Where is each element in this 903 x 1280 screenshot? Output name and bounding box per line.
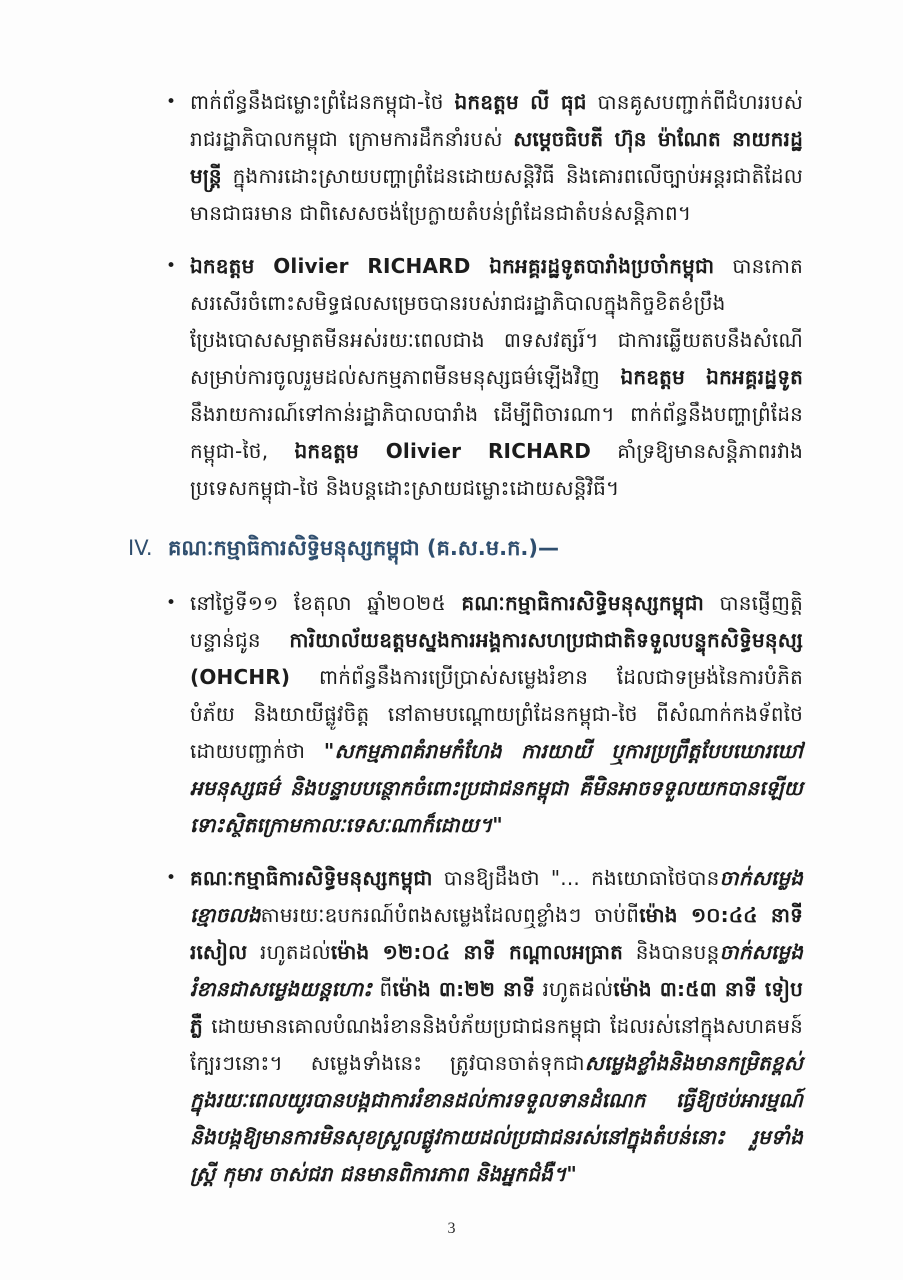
bullet-marker: • (166, 92, 177, 112)
top-bullet-list (128, 84, 803, 507)
bullet-item-ohchr-petition (128, 585, 803, 844)
section-numeral: IV. (128, 536, 153, 560)
bullet-item-french-ambassador (128, 248, 803, 507)
page-number: 3 (447, 1220, 456, 1237)
bullet-item-sound-harassment (128, 860, 803, 1193)
bullet-item-border-dispute (128, 84, 803, 232)
bullet-text: ពាក់ព័ន្ធនឹងជម្លោះព្រំដែនកម្ពុជា-ថៃ ឯកឧត្តម លី ធុជ បានគូសបញ្ជាក់ពីជំហររបស់រាជរដ្ឋាភិបាលកម្ពុជា ក្រោមការដឹកនាំរបស់ សម្ដេចធិបតី ហ៊ុន ម៉ាណែត នាយករដ្ឋមន្ត្រី ក្នុងការដោះស្រាយបញ្ហាព្រំដែនដោយសន្តិវិធី និងគោរពលើច្បាប់អន្តរជាតិដែលមានជាធរមាន ជាពិសេសចង់ប្រែក្លាយតំបន់ព្រំដែនជាតំបន់សន្តិភាព។ (190, 90, 803, 225)
bullet-marker: • (166, 593, 177, 613)
bullet-text: នៅថ្ងៃទី១១ ខែតុលា ឆ្នាំ២០២៥ គណៈកម្មាធិការសិទ្ធិមនុស្សកម្ពុជា បានផ្ញើញត្តិបន្ទាន់ជូន ការិយាល័យឧត្តមស្នងការអង្គការសហប្រជាជាតិទទួលបន្ទុកសិទ្ធិមនុស្ស (OHCHR) ពាក់ព័ន្ធនឹងការប្រើប្រាស់សម្លេងរំខាន ដែលជាទម្រង់នៃការបំភិតបំភ័យ និងយាយីផ្លូវចិត្ត នៅតាមបណ្ដោយព្រំដែនកម្ពុជា-ថៃ ពីសំណាក់កងទ័ពថៃ ដោយបញ្ជាក់ថា "សកម្មភាពគំរាមកំហែង ការយាយី ឬការប្រព្រឹត្តបែបឃោរឃៅ អមនុស្សធម៌ និងបន្ទាបបន្ថោកចំពោះប្រជាជនកម្ពុជា គឺមិនអាចទទួលយកបានឡើយ ទោះស្ថិតក្រោមកាលៈទេសៈណាក៏ដោយ។" (190, 591, 803, 837)
section-bullet-list (128, 585, 803, 1193)
section-heading (128, 531, 803, 565)
bullet-marker: • (166, 868, 177, 888)
bullet-text: ឯកឧត្តម Olivier RICHARD ឯកអគ្គរដ្ឋទូតបារាំងប្រចាំកម្ពុជា បានកោតសរសើរចំពោះសមិទ្ធផលសម្រេចបានរបស់រាជរដ្ឋាភិបាលក្នុងកិច្ចខិតខំប្រឹងប្រែងបោសសម្អាតមីនអស់រយៈពេលជាង ៣ទសវត្សរ៍។ ជាការឆ្លើយតបនឹងសំណើសម្រាប់ការចូលរួមដល់សកម្មភាពមីនមនុស្សធម៌ឡើងវិញ ឯកឧត្តម ឯកអគ្គរដ្ឋទូត នឹងរាយការណ៍ទៅកាន់រដ្ឋាភិបាលបារាំង ដើម្បីពិចារណា។ ពាក់ព័ន្ធនឹងបញ្ហាព្រំដែនកម្ពុជា-ថៃ, ឯកឧត្តម Olivier RICHARD គាំទ្រឱ្យមានសន្តិភាពរវាងប្រទេសកម្ពុជា-ថៃ និងបន្តដោះស្រាយជម្លោះដោយសន្តិវិធី។ (190, 254, 804, 500)
bullet-marker: • (166, 256, 177, 276)
section-title: គណៈកម្មាធិការសិទ្ធិមនុស្សកម្ពុជា (គ.ស.ម.ក.)— (168, 536, 559, 560)
bullet-text: គណៈកម្មាធិការសិទ្ធិមនុស្សកម្ពុជា បានឱ្យដឹងថា "... កងយោធាថៃបានចាក់សម្លេងខ្មោចលងតាមរយៈឧបករណ៍បំពងសម្លេងដែលឮខ្លាំងៗ ចាប់ពីម៉ោង ១០:៤៤ នាទីរសៀល រហូតដល់ម៉ោង ១២:០៤ នាទី កណ្ដាលអធ្រាត និងបានបន្តចាក់សម្លេងរំខានជាសម្លេងយន្តហោះ ពីម៉ោង ៣:២២ នាទី រហូតដល់ម៉ោង ៣:៥៣ នាទី ទៀបភ្លឺ ដោយមានគោលបំណងរំខាននិងបំភ័យប្រជាជនកម្ពុជា ដែលរស់នៅក្នុងសហគមន៍ក្បែរៗនោះ។ សម្លេងទាំងនេះ ត្រូវបានចាត់ទុកជាសម្លេងខ្លាំងនិងមានកម្រិតខ្ពស់ ក្នុងរយៈពេលយូរបានបង្កជាការរំខានដល់ការទទួលទានដំណេក ធ្វើឱ្យថប់អារម្មណ៍ និងបង្កឱ្យមានការមិនសុខស្រួលផ្លូវកាយដល់ប្រជាជនរស់នៅក្នុងតំបន់នោះ រួមទាំងស្ត្រី កុមារ ចាស់ជរា ជនមានពិការភាព និងអ្នកជំងឺ។" (190, 866, 804, 1186)
